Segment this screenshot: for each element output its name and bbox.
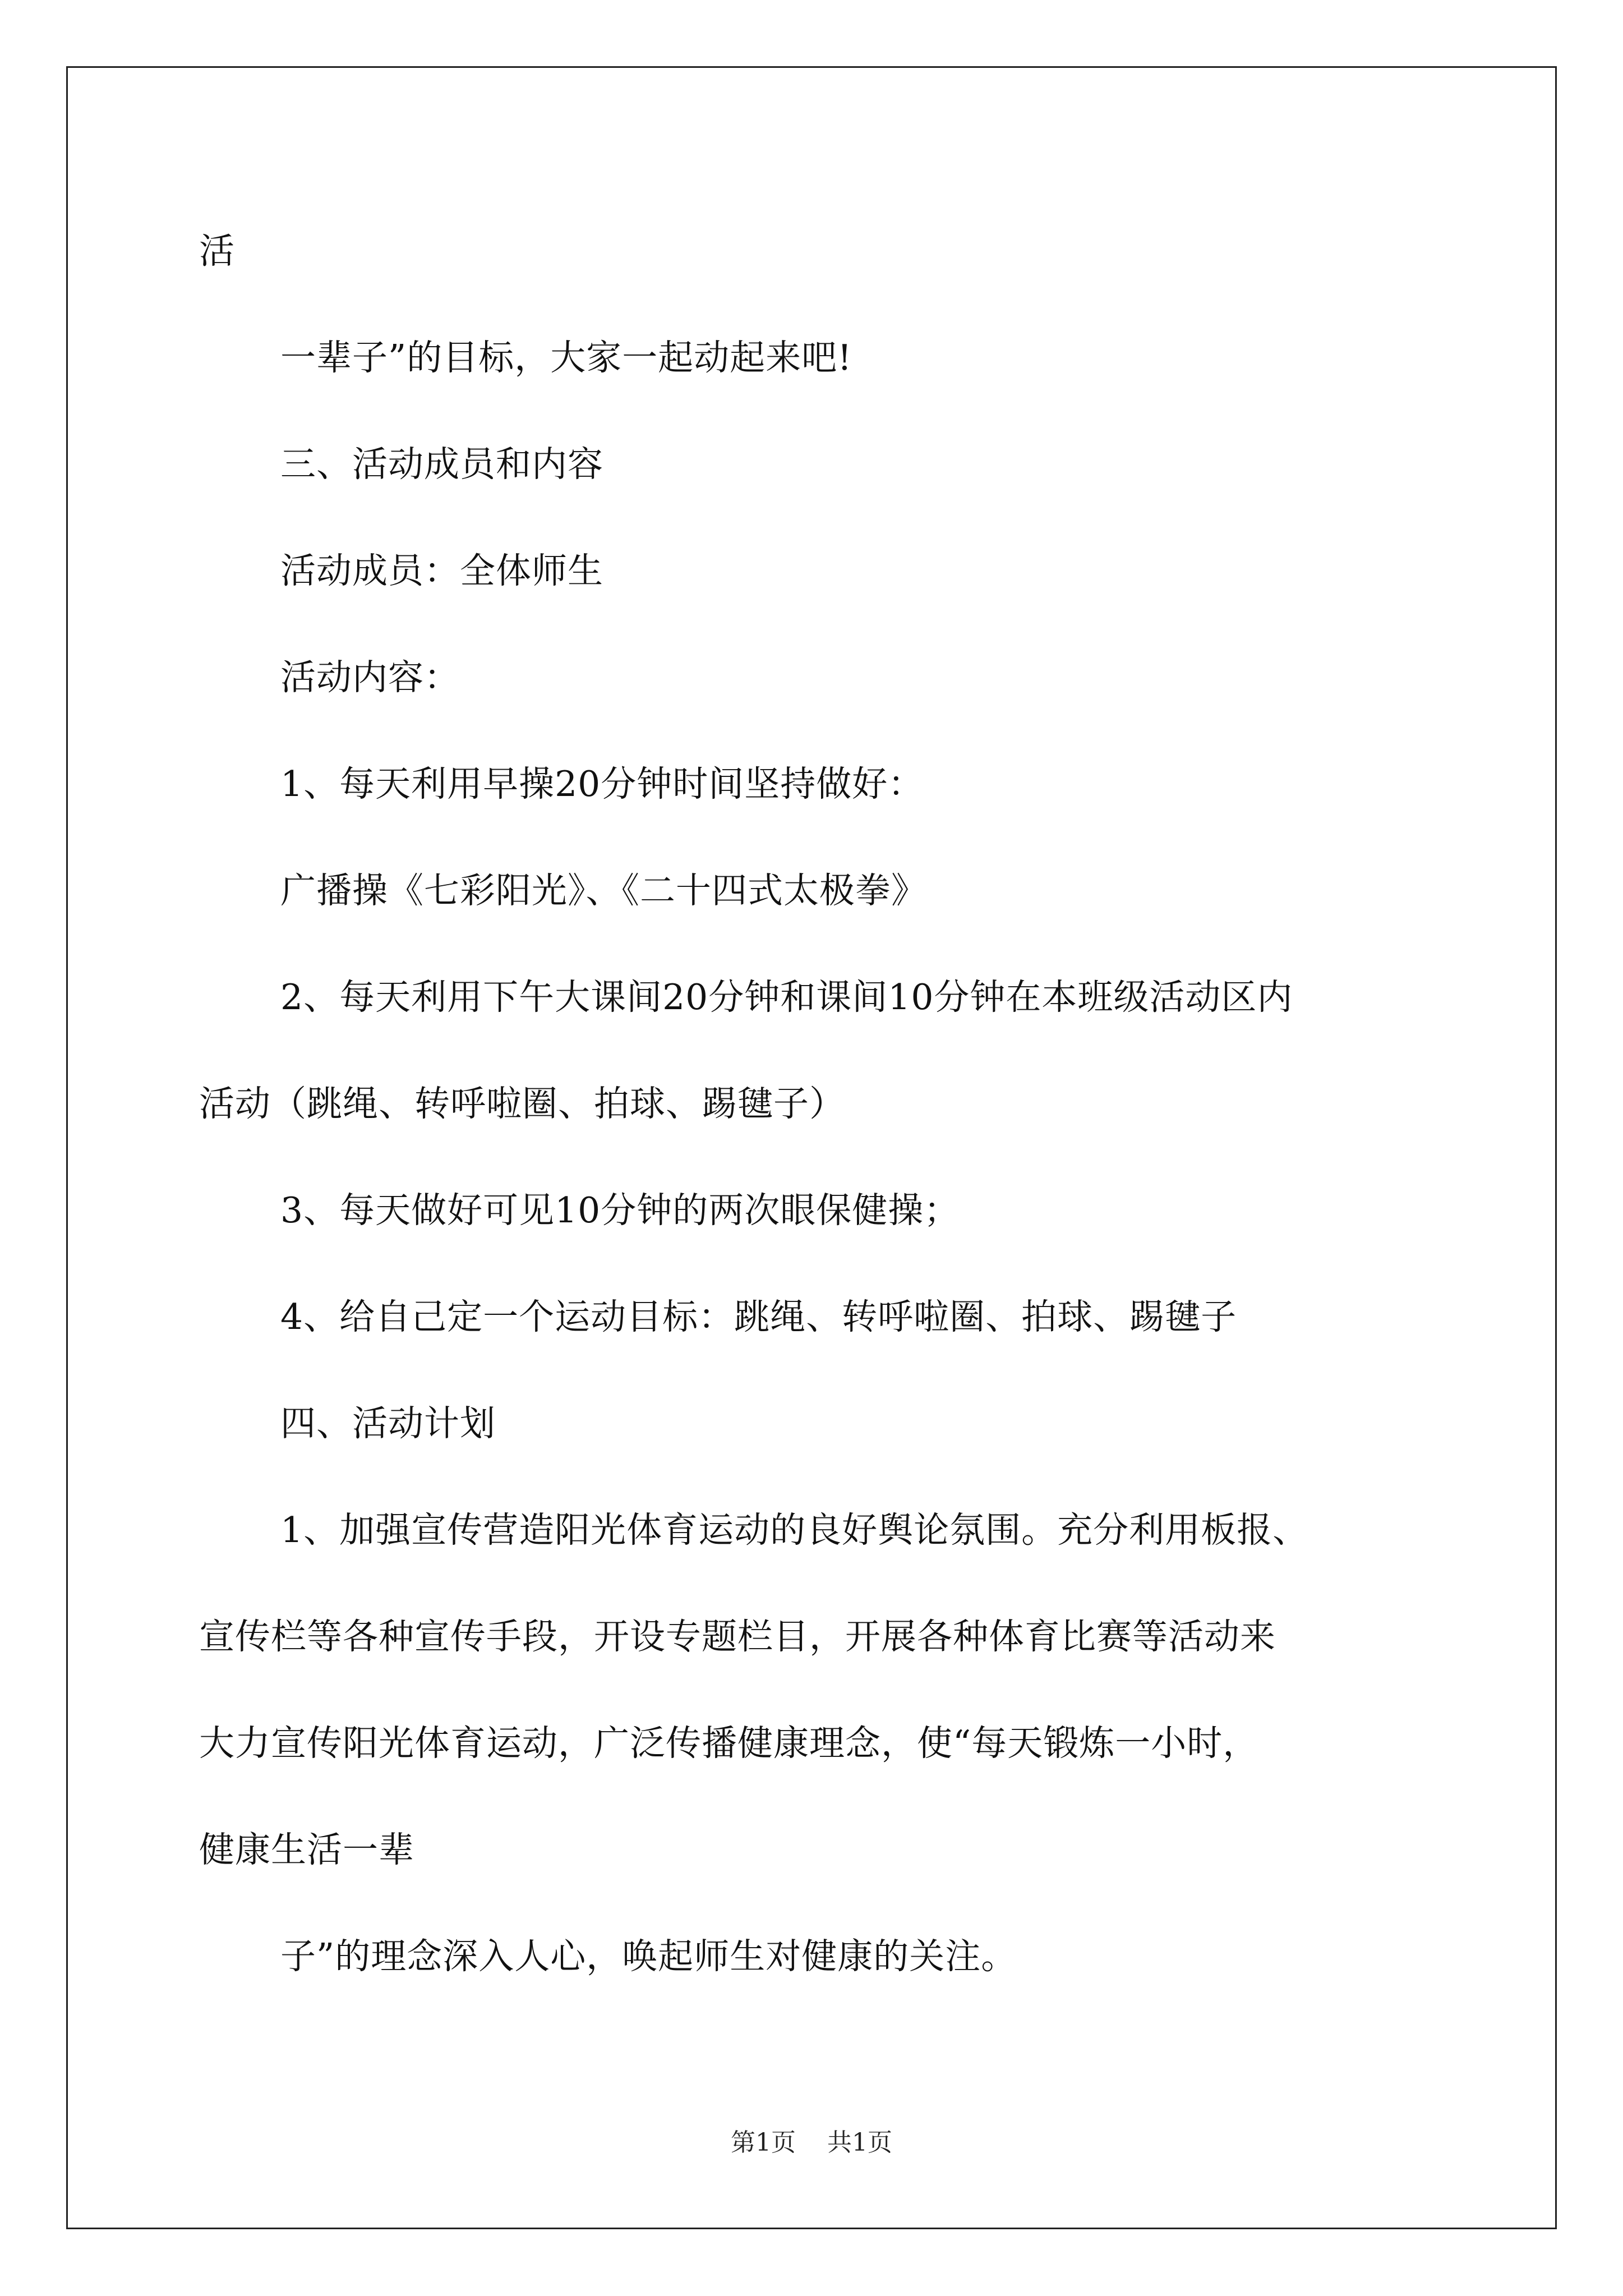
section-heading: 三、活动成员和内容 [280,444,603,485]
section-heading: 四、活动计划 [280,1403,496,1444]
page-total: 共1页 [827,2128,892,2157]
text-line: 活动内容： [280,657,460,698]
text-line: 健康生活一辈 [199,1829,414,1870]
list-item: 3、每天做好可见10分钟的两次眼保健操； [280,1190,960,1231]
page-footer [0,2127,1623,2159]
list-item: 1、加强宣传营造阳光体育运动的良好舆论氛围。充分利用板报、 [280,1510,1309,1550]
text-line: 一辈子”的目标，大家一起动起来吧! [280,337,852,378]
text-line: 宣传栏等各种宣传手段，开设专题栏目，开展各种体育比赛等活动来 [199,1616,1276,1657]
text-line: 广播操《七彩阳光》、《二十四式太极拳》 [280,870,927,911]
list-item: 4、给自己定一个运动目标：跳绳、转呼啦圈、拍球、踢毽子 [280,1296,1237,1337]
page-number: 第1页 [731,2128,796,2157]
text-line: 活动（跳绳、转呼啦圈、拍球、踢毽子） [199,1083,845,1124]
text-line: 活动成员：全体师生 [280,550,603,591]
text-line: 子”的理念深入人心，唤起师生对健康的关注。 [280,1936,1017,1977]
text-line: 大力宣传阳光体育运动，广泛传播健康理念，使“每天锻炼一小时， [199,1723,1259,1764]
text-line: 活 [199,231,235,272]
list-item: 2、每天利用下午大课间20分钟和课间10分钟在本班级活动区内 [280,977,1293,1018]
list-item: 1、每天利用早操20分钟时间坚持做好： [280,763,924,804]
page-border [66,66,1557,2229]
